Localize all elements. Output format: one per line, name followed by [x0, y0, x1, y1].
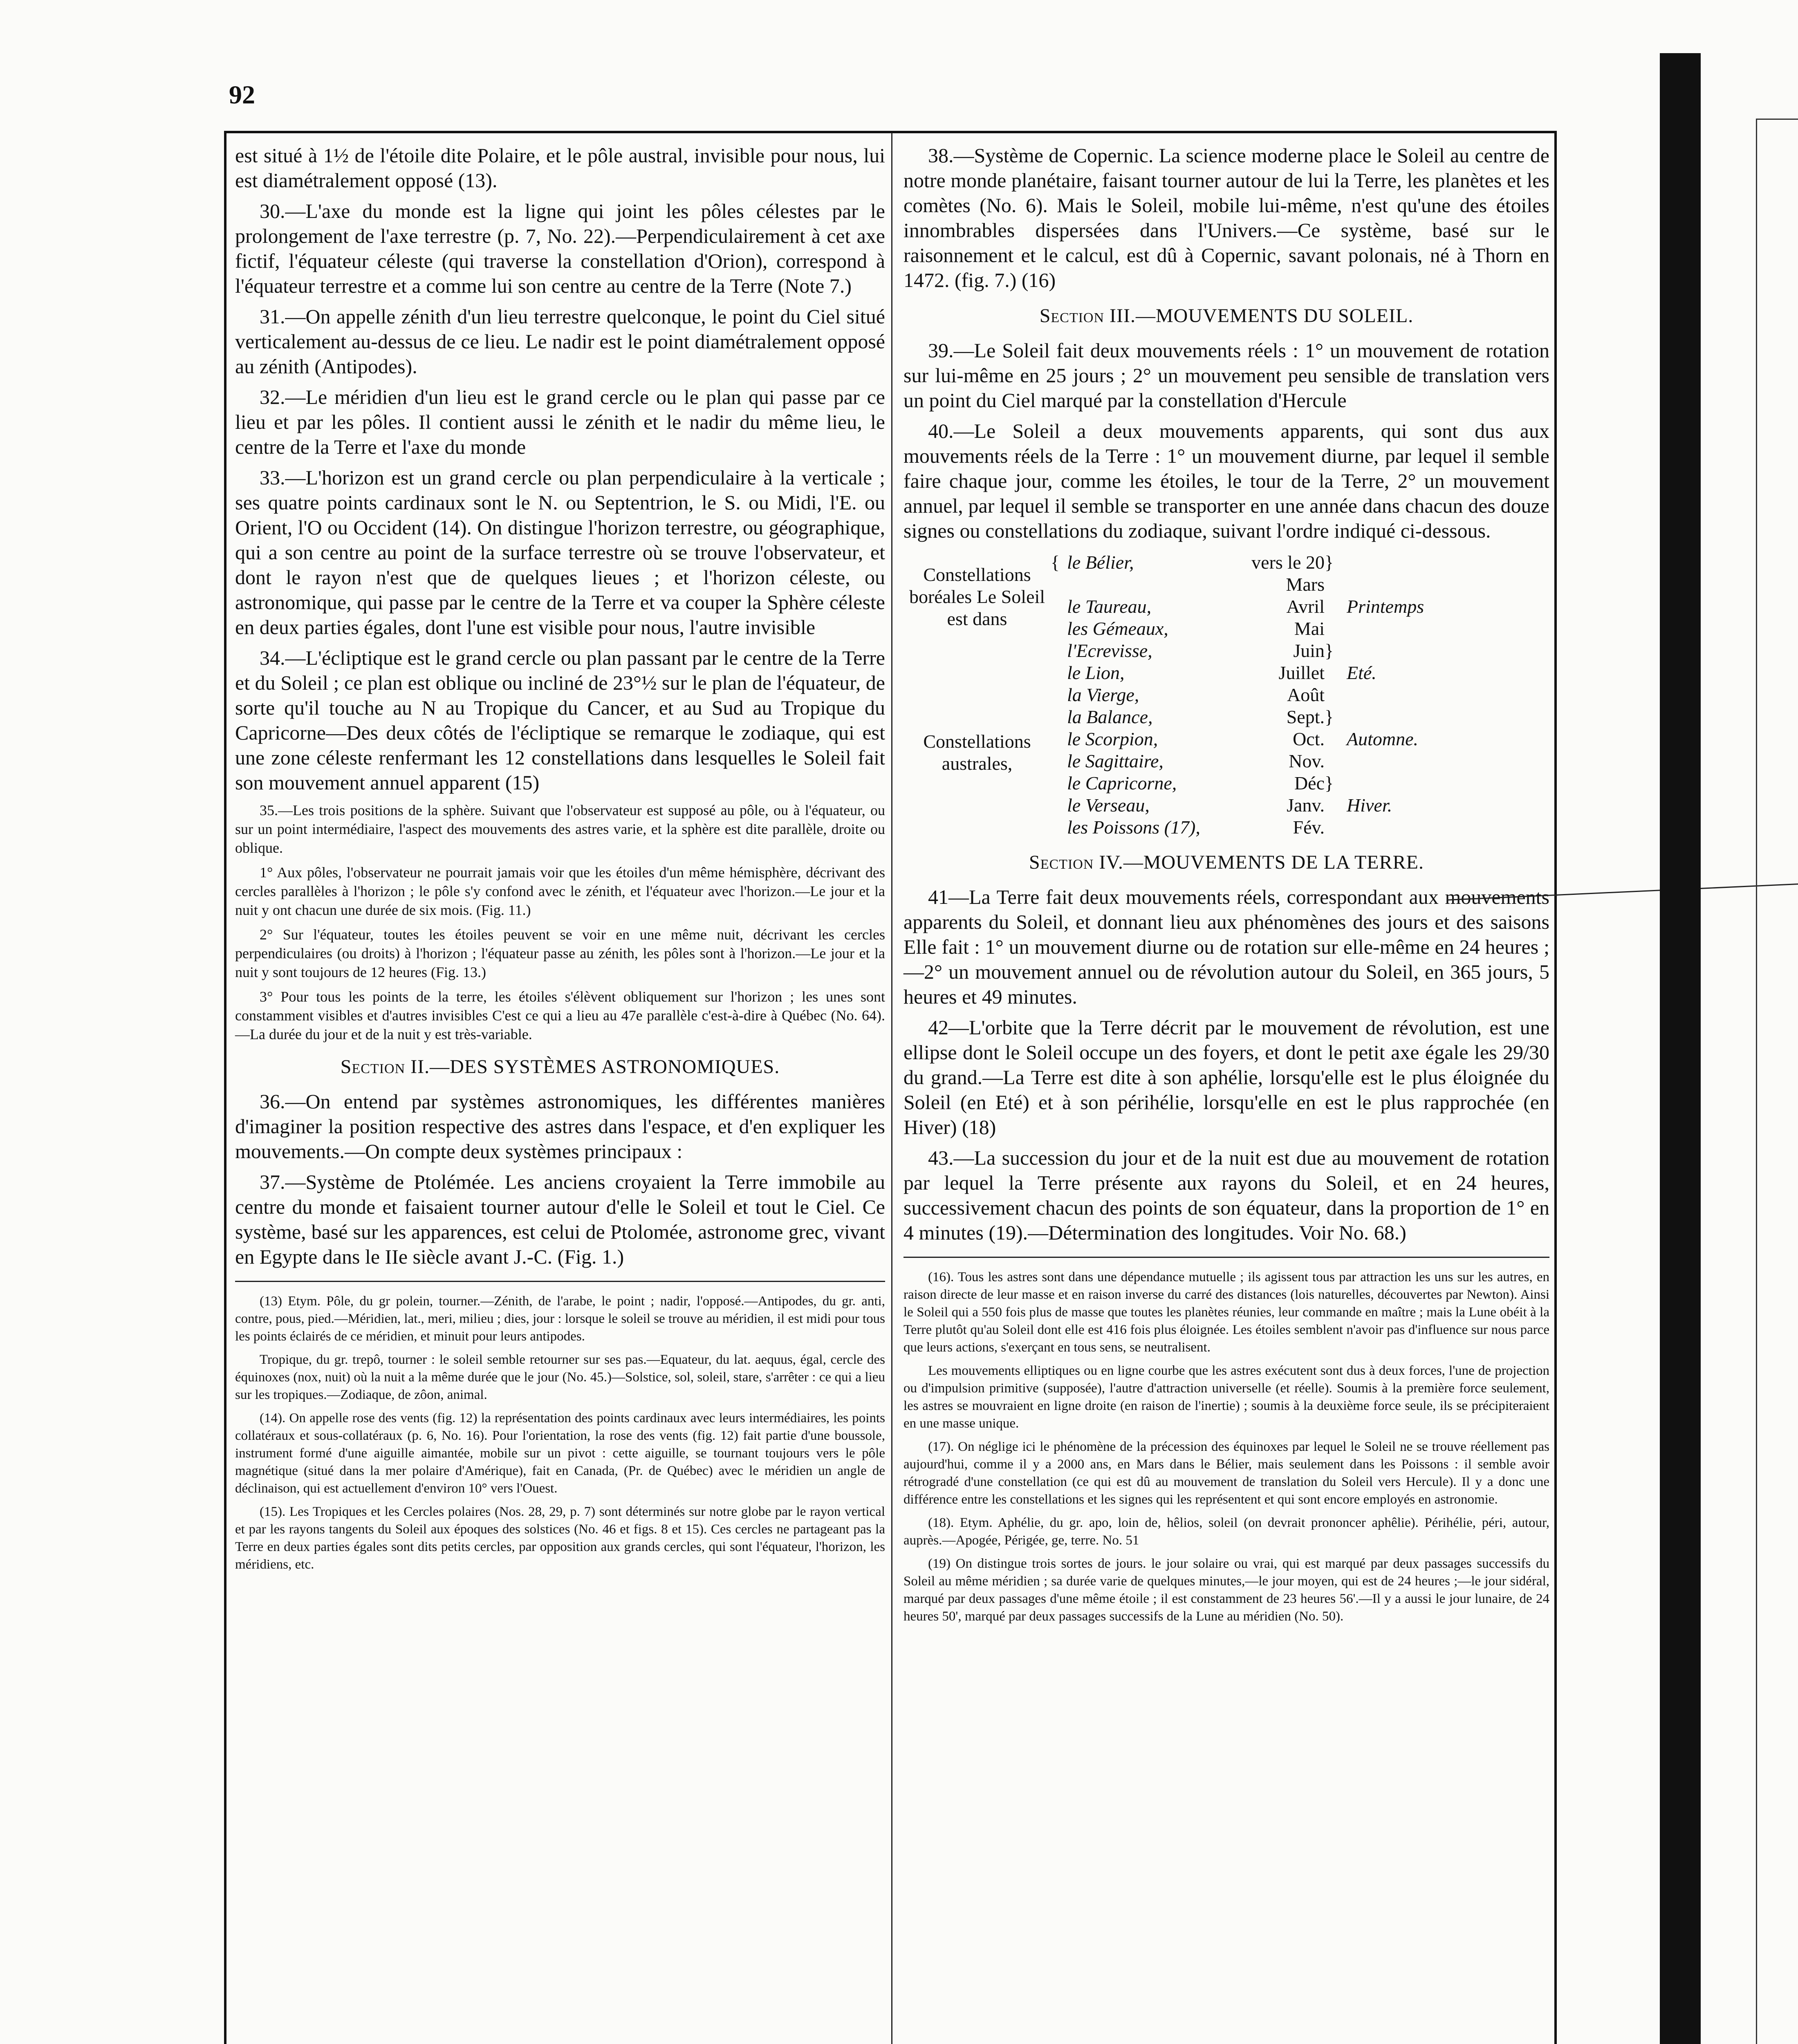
- paragraph-39: 39.—Le Soleil fait deux mouvements réels : 1° un mouvement de rotation sur lui-même en 25 jours ; 2° un mouvement peu sensible de translation vers un point du Ciel marqué par la constellation d'Hercule: [903, 339, 1549, 412]
- paragraph-34: 34.—L'écliptique est le grand cercle ou plan passant par le centre de la Terre et du Soleil ; ce plan est oblique ou incliné de 23°½ sur le plan de l'équateur, de sorte qu'il touche au N au Tropique du Cancer, et au Sud au Tropique du Capricorne—Des deux côtés de l'écliptique se remarque le zodiaque, qui est une zone céleste renfermant les 12 constellations dans lesquelles le Soleil fait son mouvement annuel apparent (15): [235, 646, 885, 794]
- zodiac-month: Juin: [1293, 640, 1325, 661]
- zodiac-month: Nov.: [1289, 751, 1325, 771]
- austral-label: Constellations australes,: [923, 731, 1031, 774]
- season-winter: Hiver.: [1347, 795, 1392, 816]
- zodiac-sign: l'Ecrevisse,: [1067, 640, 1152, 661]
- footnote-divider: [903, 1257, 1549, 1258]
- season-summer: Eté.: [1347, 662, 1377, 683]
- paragraph-30: 30.—L'axe du monde est la ligne qui joint les pôles célestes par le prolongement de l'axe terrestre (p. 7, No. 22).—Perpendiculairement à cet axe fictif, l'équateur céleste (qui traverse la constellation d'Orion), correspond à l'équateur terrestre et a comme lui son centre au centre de la Terre (Note 7.): [235, 199, 885, 297]
- paragraph-38: 38.—Système de Copernic. La science moderne place le Soleil au centre de notre monde planétaire, faisant tourner autour de lui la Terre, les planètes et les comètes (No. 6). Mais le Soleil, mobile lui-même, n'est qu'une des étoiles innombrables dispersées dans l'Univers.—Ce système, basé sur le raisonnement et le calcul, est dû à Copernic, savant polonais, né à Thorn en 1472. (fig. 7.) (16): [903, 144, 1549, 291]
- zodiac-sign: la Balance,: [1067, 706, 1153, 727]
- right-column: [903, 143, 1549, 1631]
- footnote-15: (15). Les Tropiques et les Cercles polaires (Nos. 28, 29, p. 7) sont déterminés sur notre globe par le rayon vertical et par les rayons tangents du Soleil aux époques des solstices (No. 46 et figs. 8 et 15). Ces cercles ne partageant pas la Terre en deux parties égales sont dits petits cercles, par opposition aux grands cercles, qui sont l'équateur, l'horizon, les méridiens, etc.: [235, 1504, 885, 1572]
- section-heading-3: Section III.—MOUVEMENTS DU SOLEIL.: [1039, 305, 1414, 327]
- footnote-19: (19) On distingue trois sortes de jours. le jour solaire ou vrai, qui est marqué par deux passages successifs du Soleil au même méridien ; sa durée varie de quelques minutes,—le jour moyen, qui est de 24 heures ;—le jour sidéral, marqué par deux passages d'une même étoile ; il est constamment de 23 heures 56'.—Il y a aussi le jour lunaire, de 24 heures 50', marqué par deux passages successifs de la Lune au méridien (No. 50).: [903, 1556, 1549, 1624]
- paragraph-37: 37.—Système de Ptolémée. Les anciens croyaient la Terre immobile au centre du monde et faisaient tourner autour d'elle le Soleil et tout le Ciel. Ce système, basé sur les apparences, est celui de Ptolomée, astronome grec, vivant en Egypte dans le IIe siècle avant J.-C. (Fig. 1.): [235, 1170, 885, 1268]
- paragraph-35-oblique: 3° Pour tous les points de la terre, les étoiles s'élèvent obliquement sur l'horizon ; les unes sont constamment visibles et d'autres invisibles C'est ce qui a lieu au 47e parallèle c'est-à-dire à Québec (No. 64).—La durée du jour et de la nuit y est très-variable.: [235, 988, 885, 1042]
- zodiac-sign: les Gémeaux,: [1067, 618, 1168, 639]
- zodiac-sign: le Taureau,: [1067, 596, 1152, 617]
- brace-season: }: [1325, 706, 1334, 727]
- zodiac-sign: le Bélier,: [1067, 552, 1134, 573]
- paragraph-32: 32.—Le méridien d'un lieu est le grand cercle ou le plan qui passe par ce lieu et par les pôles. Il contient aussi le zénith et le nadir du même lieu, le centre de la Terre et l'axe du monde: [235, 385, 885, 458]
- footnote-13: (13) Etym. Pôle, du gr polein, tourner.—Zénith, de l'arabe, le point ; nadir, l'opposé.—Antipodes, du gr. anti, contre, pous, pied.—Méridien, lat., meri, milieu ; dies, jour : lorsque le soleil se trouve au méridien, il est midi pour tous les points éclairés de ce méridien, et minuit pour leurs antipodes.: [235, 1294, 885, 1344]
- zodiac-month-value: Mars: [1286, 574, 1325, 595]
- zodiac-sign: les Poissons (17),: [1067, 817, 1200, 838]
- footnote-16-cont: Les mouvements elliptiques ou en ligne courbe que les astres exécutent sont dus à deux forces, l'une de projection ou d'impulsion primitive (supposée), l'autre d'attraction universelle (et réelle). Soumis à la première force seulement, les astres se mouvraient en ligne droite (en raison de l'inertie) ; soumis à la deuxième force seule, ils se précipiteraient en une masse unique.: [903, 1363, 1549, 1431]
- season-spring: Printemps: [1347, 596, 1424, 617]
- brace-left: {: [1051, 552, 1060, 573]
- zodiac-month: Fév.: [1293, 817, 1325, 838]
- page-number: 92: [229, 80, 255, 109]
- paragraph-31: 31.—On appelle zénith d'un lieu terrestre quelconque, le point du Ciel situé verticalement au-dessus de ce lieu. Le nadir est le point diamétralement opposé au zénith (Antipodes).: [235, 305, 885, 378]
- zodiac-sign: le Verseau,: [1067, 795, 1150, 816]
- zodiac-sign: le Sagittaire,: [1067, 751, 1164, 771]
- brace-season: }: [1325, 640, 1334, 661]
- left-column: [235, 143, 885, 1579]
- zodiac-month: Juillet: [1278, 662, 1325, 683]
- zodiac-month: Mai: [1294, 618, 1325, 639]
- paragraph-36: 36.—On entend par systèmes astronomiques, les différentes manières d'imaginer la position respective des astres dans l'espace, et d'en expliquer les mouvements.—On compte deux systèmes principaux :: [235, 1090, 885, 1163]
- zodiac-table: [903, 551, 1549, 838]
- zodiac-sign: la Vierge,: [1067, 684, 1139, 705]
- footnote-16: (16). Tous les astres sont dans une dépendance mutuelle ; ils agissent tous par attraction les uns sur les autres, en raison directe de leur masse et en raison inverse du carré des distances (lois naturelles, découvertes par Newton). Ainsi le Soleil qui a 550 fois plus de masse que toutes les planètes réunies, leur commande en maître ; mais la Lune obéit à la Terre plutôt qu'au Soleil dont elle est 416 fois plus éloignée. Les étoiles semblent n'avoir pas d'influence sur nous parce que leurs actions, s'exerçant en tous sens, se neutralisent.: [903, 1270, 1549, 1355]
- paragraph-intro: est situé à 1½ de l'étoile dite Polaire, et le pôle austral, invisible pour nous, lui est diamétralement opposé (13).: [235, 144, 885, 192]
- paragraph-43: 43.—La succession du jour et de la nuit est due au mouvement de rotation par lequel la Terre présente aux rayons du Soleil, et en 24 heures, successivement chacun des points de son équateur, dans la proportion de 1° en 4 minutes (19).—Détermination des longitudes. Voir No. 68.): [903, 1146, 1549, 1244]
- next-page-edge-top: [1756, 119, 1798, 120]
- zodiac-month: Août: [1287, 684, 1325, 705]
- footnote-17: (17). On néglige ici le phénomène de la précession des équinoxes par lequel le Soleil ne se trouve réellement pas aujourd'hui, comme il y a 2000 ans, en Mars dans le Bélier, mais seulement dans les Poissons : il semble avoir rétrogradé d'une constellation (ce qui est dû au mouvement de translation du Soleil vers Hercule). Il y a donc une différence entre les constellations et les signes qui les représentent et qui sont encore employés en astronomie.: [903, 1439, 1549, 1507]
- column-divider: [891, 133, 892, 2044]
- footnote-14: (14). On appelle rose des vents (fig. 12) la représentation des points cardinaux avec leurs intermédiaires, les points collatéraux et sous-collatéraux (p. 6, No. 16). Pour l'orientation, la rose des vents (fig. 12) fait partie d'une boussole, instrument formé d'une aiguille aimantée, mobile sur un pivot : cette aiguille, se tournant toujours vers le pôle magnétique (situé dans la mer polaire d'Amérique), fait en Canada, (Pr. de Québec) avec le méridien un angle de déclinaison, qui est actuellement d'environ 10° vers l'Ouest.: [235, 1411, 885, 1496]
- footnote-divider: [235, 1281, 885, 1282]
- footnote-13-cont: Tropique, du gr. trepô, tourner : le soleil semble retourner sur ses pas.—Equateur, du lat. aequus, égal, cercle des équinoxes (nox, nuit) où la nuit a la même durée que le jour (No. 45.)—Solstice, sol, soleil, stare, s'arrêter : ce qui a lieu sur les tropiques.—Zodiaque, de zôon, animal.: [235, 1352, 885, 1402]
- section-heading-4: Section IV.—MOUVEMENTS DE LA TERRE.: [1029, 852, 1424, 873]
- paragraph-35-equator: 2° Sur l'équateur, toutes les étoiles peuvent se voir en une même nuit, décrivant les cercles perpendiculaires (ou droits) à l'horizon ; l'équateur passe au zénith, les pôles sont à l'horizon.—Le jour et la nuit y sont toujours de 12 heures (Fig. 13.): [235, 926, 885, 980]
- zodiac-month: [1231, 551, 1325, 596]
- zodiac-month: Avril: [1286, 596, 1325, 617]
- paragraph-35-poles: 1° Aux pôles, l'observateur ne pourrait jamais voir que les étoiles d'un même hémisphère, décrivant des cercles parallèles à l'horizon ; le pôle s'y confond avec le zénith, et l'équateur avec l'horizon.—Le jour et la nuit y ont chacun une durée de six mois. (Fig. 11.): [235, 864, 885, 918]
- zodiac-month: Déc: [1294, 773, 1325, 793]
- paragraph-33: 33.—L'horizon est un grand cercle ou plan perpendiculaire à la verticale ; ses quatre points cardinaux sont le N. ou Septentrion, le S. ou Midi, l'E. ou Orient, l'O ou Occident (14). On distingue l'horizon terrestre, ou géographique, qui a son centre au point de la surface terrestre où se trouve l'observateur, et dont le rayon n'est que de quelques lieues ; et l'horizon céleste, ou astronomique, qui passe par le centre de la Terre et va couper la Sphère céleste en deux parties égales, dont l'une est visible pour nous, l'autre invisible: [235, 466, 885, 639]
- boreal-label: Constellations boréales Le Soleil est dans: [909, 564, 1045, 629]
- paragraph-35: 35.—Les trois positions de la sphère. Suivant que l'observateur est supposé au pôle, ou à l'équateur, ou sur un point intermédiaire, l'aspect des mouvements des astres varie, et la sphère est dite parallèle, droite ou oblique.: [235, 802, 885, 856]
- zodiac-sign: le Capricorne,: [1067, 773, 1177, 793]
- next-page-edge: [1756, 119, 1757, 2044]
- zodiac-month: Janv.: [1287, 795, 1325, 816]
- season-autumn: Automne.: [1347, 728, 1419, 749]
- brace-season: }: [1325, 552, 1334, 573]
- paragraph-40: 40.—Le Soleil a deux mouvements apparents, qui sont dus aux mouvements réels de la Terre : 1° un mouvement diurne, par lequel il semble faire chaque jour, comme les étoiles, le tour de la Terre, 2° un mouvement annuel, par lequel il semble se transporter en une année dans chacun des douze signes ou constellations du zodiaque, suivant l'ordre indiqué ci-dessous.: [903, 419, 1549, 542]
- brace-season: }: [1325, 773, 1334, 793]
- binding-shadow: [1660, 53, 1701, 2044]
- paragraph-41: 41—La Terre fait deux mouvements réels, correspondant aux mouvements apparents du Soleil, et donnant lieu aux phénomènes des jours et des saisons Elle fait : 1° un mouvement diurne ou de rotation sur elle-même en 24 heures ;—2° un mouvement annuel ou de révolution autour du Soleil, en 365 jours, 5 heures et 49 minutes.: [903, 885, 1549, 1008]
- zodiac-month: Oct.: [1293, 728, 1325, 749]
- paragraph-42: 42—L'orbite que la Terre décrit par le mouvement de révolution, est une ellipse dont le Soleil occupe un des foyers, et dont le petit axe égale les 29/30 du grand.—La Terre est dite à son aphélie, lorsqu'elle est le plus éloignée du Soleil (en Eté) et à son périhélie, lorsqu'elle en est le plus rapprochée (en Hiver) (18): [903, 1016, 1549, 1139]
- vers-label: vers le 20: [1251, 552, 1325, 573]
- zodiac-sign: le Lion,: [1067, 662, 1125, 683]
- footnote-18: (18). Etym. Aphélie, du gr. apo, loin de, hêlios, soleil (on devrait prononcer aphêlie). Périhélie, péri, autour, auprès.—Apogée, Périgée, ge, terre. No. 51: [903, 1515, 1549, 1548]
- zodiac-sign: le Scorpion,: [1067, 728, 1158, 749]
- section-heading-2: Section II.—DES SYSTÈMES ASTRONOMIQUES.: [340, 1056, 780, 1078]
- zodiac-month: Sept.: [1286, 706, 1325, 727]
